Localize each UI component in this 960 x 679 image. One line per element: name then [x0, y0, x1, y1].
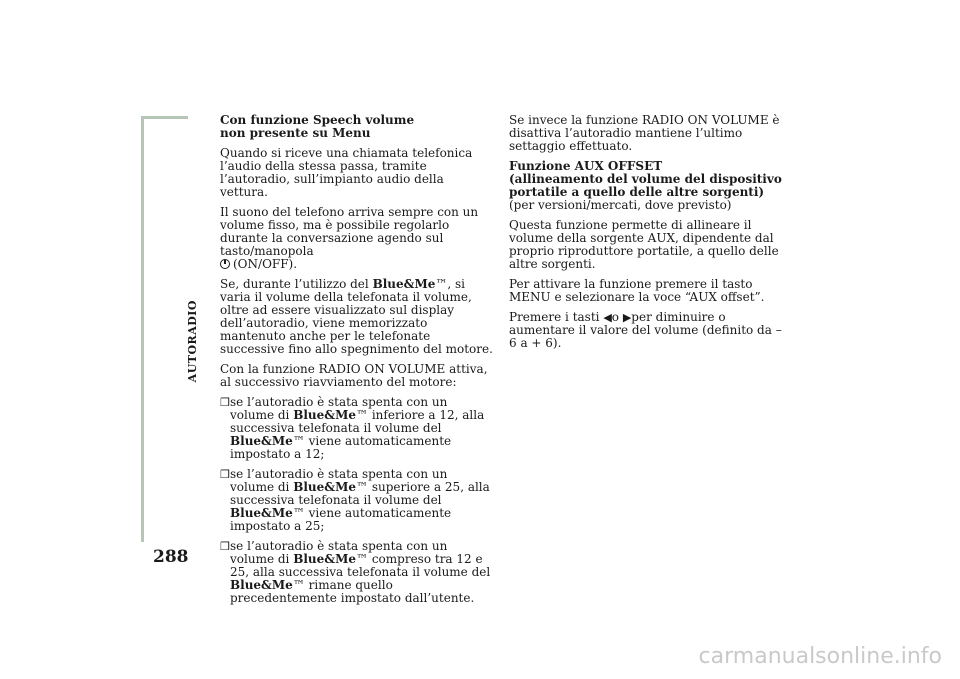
- checkbox-bullet-icon: ❒: [220, 468, 230, 481]
- list-item: ❒ se l’autoradio è stata spenta con un volume di Blue&Me™ inferiore a 12, alla successiva telefonata il volume del Blue&Me™ viene automaticamente impostato a 12;: [220, 395, 485, 461]
- left-column: [220, 114, 495, 612]
- power-knob-icon: [220, 259, 230, 269]
- page-number: 288: [153, 547, 189, 567]
- section-label: AUTORADIO: [186, 300, 199, 383]
- subheading-versions: (per versioni/mercati, dove previsto): [509, 198, 732, 212]
- side-rule: [141, 116, 144, 542]
- paragraph-aux-align: Questa funzione permette di allineare il volume della sorgente AUX, dipendente dal proprio riproduttore portatile, a quello delle altre sorgenti.: [509, 218, 779, 271]
- paragraph-arrow-keys: Premere i tasti ◀o ▶per diminuire o aumentare il valore del volume (definito da – 6 a + 6).: [509, 310, 782, 350]
- paragraph-radio-off: Se invece la funzione RADIO ON VOLUME è disattiva l’autoradio mantiene l’ultimo settaggio effettuato.: [509, 113, 780, 153]
- paragraph-fixed-volume: Il suono del telefono arriva sempre con un volume fisso, ma è possibile regolarlo durante la conversazione agendo sul tasto/manopola (ON/OFF).: [220, 205, 479, 271]
- paragraph-radio-on-volume: Con la funzione RADIO ON VOLUME attiva, al successivo riavviamento del motore:: [220, 362, 488, 389]
- side-rule-top: [141, 116, 188, 119]
- watermark: carmanualsonline.info: [698, 644, 942, 669]
- list-item: ❒ se l’autoradio è stata spenta con un volume di Blue&Me™ superiore a 25, alla successiva telefonata il volume del Blue&Me™ viene automaticamente impostato a 25;: [220, 467, 490, 533]
- list-item: ❒ se l’autoradio è stata spenta con un volume di Blue&Me™ compreso tra 12 e 25, alla successiva telefonata il volume del Blue&Me™ rimane quello precedentemente impostato dall’utente.: [220, 539, 491, 605]
- paragraph-menu-activation: Per attivare la funzione premere il tasto MENU e selezionare la voce “AUX offset”.: [509, 277, 765, 304]
- heading-speech-volume: Con funzione Speech volume non presente su Menu: [220, 113, 415, 140]
- right-column: [509, 114, 784, 357]
- right-arrow-icon: ▶: [622, 311, 632, 324]
- paragraph-volume-memory: Se, durante l’utilizzo del Blue&Me™, si varia il volume della telefonata il volume, oltre ad essere visualizzato sul display dell’autoradio, viene memorizzato mantenuto anche per le telefonate successive fino allo spegnimento del motore.: [220, 277, 493, 356]
- checkbox-bullet-icon: ❒: [220, 396, 230, 409]
- heading-aux-offset: Funzione AUX OFFSET (allineamento del volume del dispositivo portatile a quello delle altre sorgenti): [509, 159, 782, 199]
- paragraph-call-audio: Quando si riceve una chiamata telefonica l’audio della stessa passa, tramite l’autoradio, sull’impianto audio della vettura.: [220, 146, 473, 199]
- left-arrow-icon: ◀: [603, 311, 612, 324]
- checkbox-bullet-icon: ❒: [220, 540, 230, 553]
